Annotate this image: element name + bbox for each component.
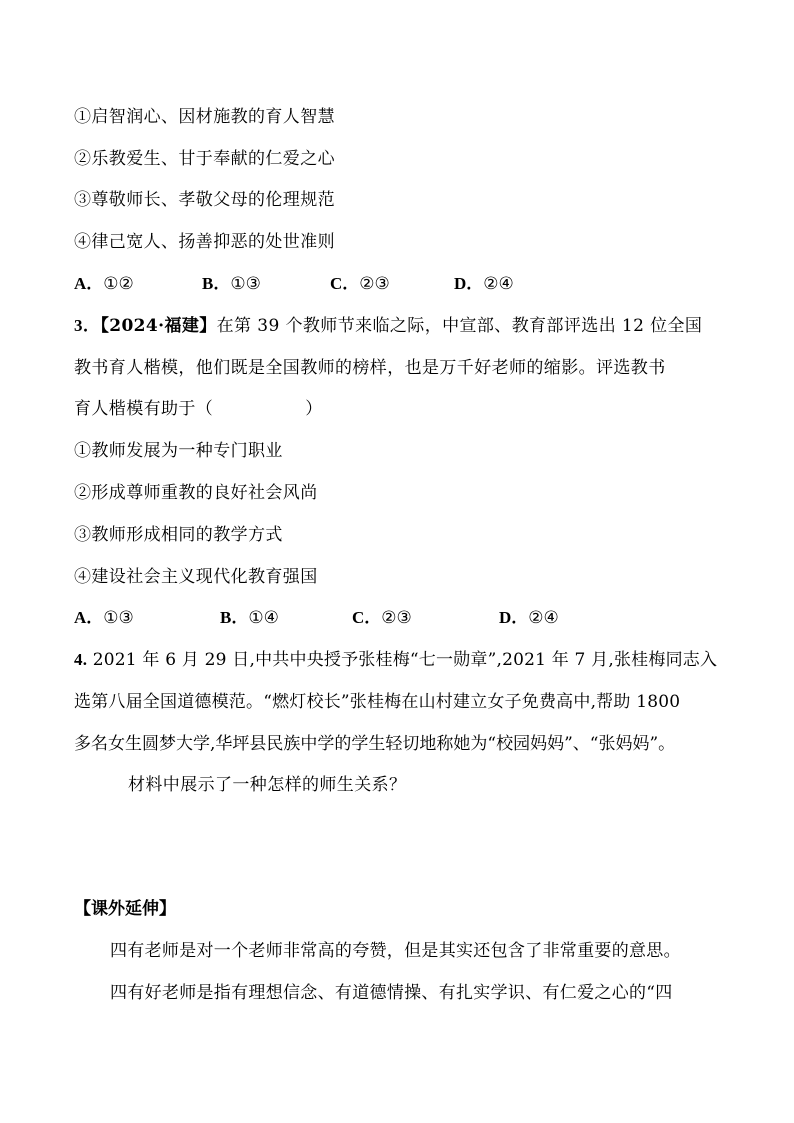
q3-choice-a[interactable]: A．①③ bbox=[74, 608, 134, 628]
q3-choice-b[interactable]: B．①④ bbox=[220, 608, 279, 628]
q3-stem-line-3: 育人楷模有助于（ ） bbox=[74, 399, 323, 419]
extension-title: 【课外延伸】 bbox=[74, 899, 176, 919]
q4-material-line-1: 4. 2021 年 6 月 29 日,中共中央授予张桂梅“七一勋章”,2021 年 7 月,张桂梅同志入 bbox=[74, 650, 718, 670]
q2-choice-b[interactable]: B．①③ bbox=[202, 274, 261, 294]
q2-choice-a[interactable]: A．①② bbox=[74, 274, 134, 294]
q2-choice-c[interactable]: C．②③ bbox=[330, 274, 390, 294]
q3-option-4: ④建设社会主义现代化教育强国 bbox=[74, 567, 318, 587]
q3-option-1: ①教师发展为一种专门职业 bbox=[74, 441, 283, 461]
extension-paragraph-1: 四有老师是对一个老师非常高的夸赞，但是其实还包含了非常重要的意思。 bbox=[110, 941, 681, 961]
q3-choice-d[interactable]: D．②④ bbox=[499, 608, 559, 628]
q3-number: 3． bbox=[74, 316, 101, 335]
q4-material-line-3: 多名女生圆梦大学,华坪县民族中学的学生轻切地称她为“校园妈妈”、“张妈妈”。 bbox=[74, 734, 676, 754]
q2-option-3: ③尊敬师长、孝敬父母的伦理规范 bbox=[74, 190, 335, 210]
q3-choice-c[interactable]: C．②③ bbox=[352, 608, 412, 628]
q3-stem-line-2: 教书育人楷模，他们既是全国教师的榜样，也是万千好老师的缩影。评选教书 bbox=[74, 358, 666, 378]
q3-source: 【2024·福建】 bbox=[100, 316, 217, 336]
q2-option-4: ④律己宽人、扬善抑恶的处世准则 bbox=[74, 232, 335, 252]
q3-option-3: ③教师形成相同的教学方式 bbox=[74, 525, 283, 545]
q4-number: 4. bbox=[74, 650, 88, 669]
q3-option-2: ②形成尊师重教的良好社会风尚 bbox=[74, 483, 318, 503]
extension-paragraph-2: 四有好老师是指有理想信念、有道德情操、有扎实学识、有仁爱之心的“四 bbox=[110, 983, 673, 1003]
q2-option-1: ①启智润心、因材施教的育人智慧 bbox=[74, 107, 335, 127]
q2-option-2: ②乐教爱生、甘于奉献的仁爱之心 bbox=[74, 149, 335, 169]
q3-stem-line-1: 3．【2024·福建】在第 39 个教师节来临之际，中宣部、教育部评选出 12 位全国 bbox=[74, 316, 703, 336]
q2-choice-d[interactable]: D．②④ bbox=[454, 274, 514, 294]
q4-material-line-2: 选第八届全国道德模范。“燃灯校长”张桂梅在山村建立女子免费高中,帮助 1800 bbox=[74, 692, 681, 712]
q4-question: 材料中展示了一种怎样的师生关系？ bbox=[128, 775, 407, 795]
